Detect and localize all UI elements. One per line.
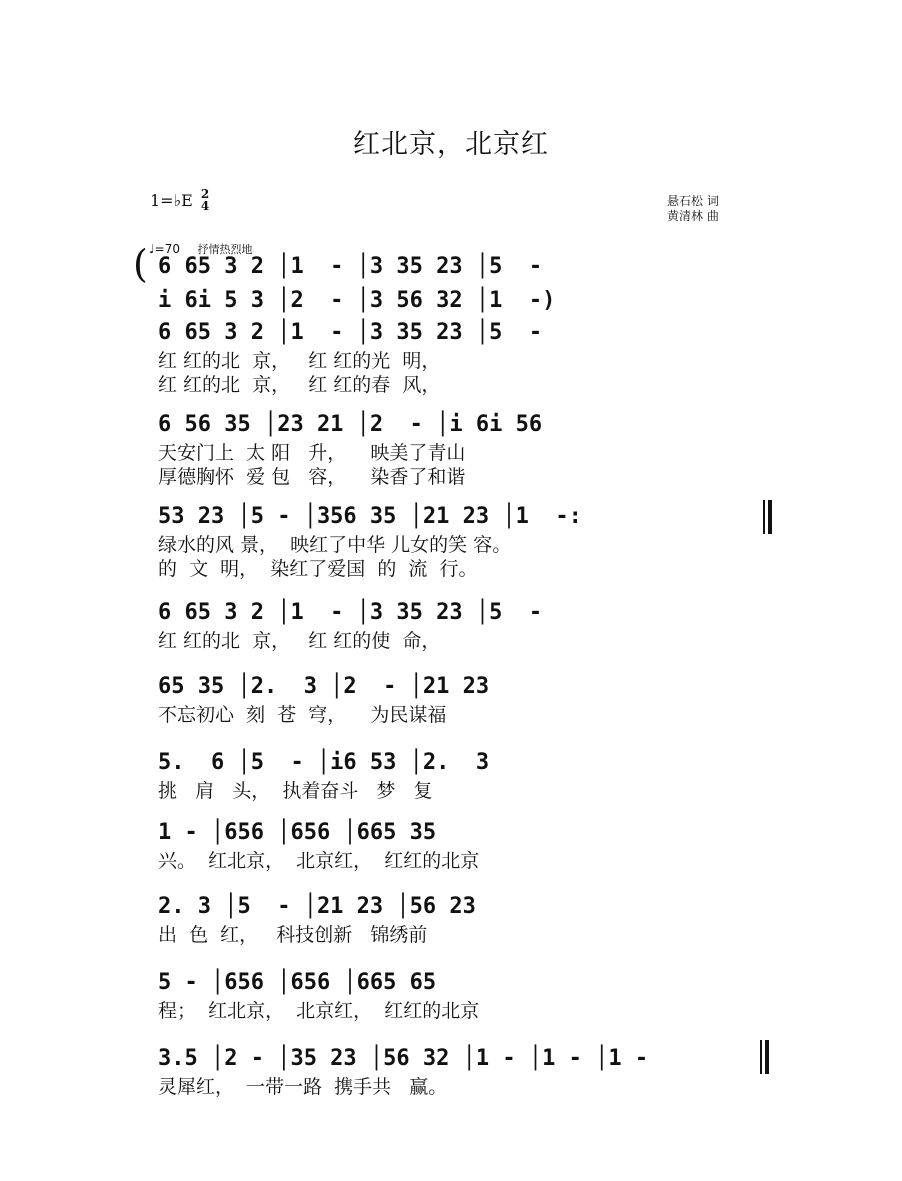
intro-bracket: ( xyxy=(133,242,148,286)
notes-line: 5 - │656 │656 │665 65 xyxy=(158,970,437,995)
meter-bottom: 4 xyxy=(200,199,210,213)
lyrics-verse-1: 绿水的风 景， 映红了中华 儿女的笑 容。 xyxy=(158,534,512,556)
lyrics-verse-1: 红 红的北 京， 红 红的使 命， xyxy=(158,630,441,652)
tempo-mark: ♩=70 xyxy=(149,242,180,256)
lyrics-verse-2: 的 文 明， 染红了爱国 的 流 行。 xyxy=(158,558,478,580)
song-title: 红北京，北京红 xyxy=(353,129,549,160)
final-barline-thick xyxy=(765,1040,769,1074)
key-label: 1=♭E xyxy=(150,190,193,210)
notes-line: 53 23 │5 - │356 35 │21 23 │1 -: xyxy=(158,504,582,529)
composer-credit: 黄清林 曲 xyxy=(667,209,719,223)
lyrics-verse-2: 红 红的北 京， 红 红的春 风， xyxy=(158,374,441,396)
notes-line: i 6i 5 3 │2 - │3 56 32 │1 -) xyxy=(158,288,556,313)
notes-line: 5. 6 │5 - │i6 53 │2. 3 xyxy=(158,750,490,775)
expression-mark: 抒情热烈地 xyxy=(197,243,253,256)
lyricist-credit: 悬石松 词 xyxy=(667,194,719,208)
system-row xyxy=(0,502,902,580)
final-barline-thin xyxy=(760,1040,762,1074)
system-row xyxy=(0,892,902,962)
lyrics-verse-1: 灵犀红， 一带一路 携手共 赢。 xyxy=(158,1076,448,1098)
notes-line: 6 65 3 2 │1 - │3 35 23 │5 - xyxy=(158,254,543,279)
notes-line: 65 35 │2. 3 │2 - │21 23 xyxy=(158,674,490,699)
system-row xyxy=(0,818,902,888)
notes-line: 6 65 3 2 │1 - │3 35 23 │5 - xyxy=(158,320,543,345)
meter-top: 2 xyxy=(200,187,210,201)
notes-line: 2. 3 │5 - │21 23 │56 23 xyxy=(158,894,476,919)
notes-line: 1 - │656 │656 │665 35 xyxy=(158,820,437,845)
system-row xyxy=(0,968,902,1038)
lyrics-verse-1: 出 色 红， 科技创新 锦绣前 xyxy=(158,924,428,946)
notes-line: 3.5 │2 - │35 23 │56 32 │1 - │1 - │1 - xyxy=(158,1046,649,1071)
system-row xyxy=(0,748,902,818)
credits xyxy=(667,194,719,224)
lyrics-verse-1: 红 红的北 京， 红 红的光 明， xyxy=(158,350,441,372)
system-row xyxy=(0,410,902,488)
system-row xyxy=(0,318,902,396)
notes-line: 6 65 3 2 │1 - │3 35 23 │5 - xyxy=(158,600,543,625)
system-row xyxy=(0,672,902,742)
lyrics-verse-2: 厚德胸怀 爱 包 容， 染香了和谐 xyxy=(158,466,466,488)
lyrics-verse-1: 不忘初心 刻 苍 穹， 为民谋福 xyxy=(158,704,447,726)
lyrics-verse-1: 天安门上 太 阳 升， 映美了青山 xyxy=(158,442,466,464)
time-signature xyxy=(201,188,209,212)
lyrics-verse-1: 兴。 红北京， 北京红， 红红的北京 xyxy=(158,850,480,872)
lyrics-verse-1: 挑 肩 头， 执着奋斗 梦 复 xyxy=(158,780,433,802)
repeat-barline-thin xyxy=(763,500,765,534)
key-signature xyxy=(150,188,209,212)
repeat-barline-thick xyxy=(768,500,772,534)
notes-line: 6 56 35 │23 21 │2 - │i 6i 56 xyxy=(158,412,543,437)
system-row xyxy=(0,598,902,668)
lyrics-verse-1: 程； 红北京， 北京红， 红红的北京 xyxy=(158,1000,480,1022)
